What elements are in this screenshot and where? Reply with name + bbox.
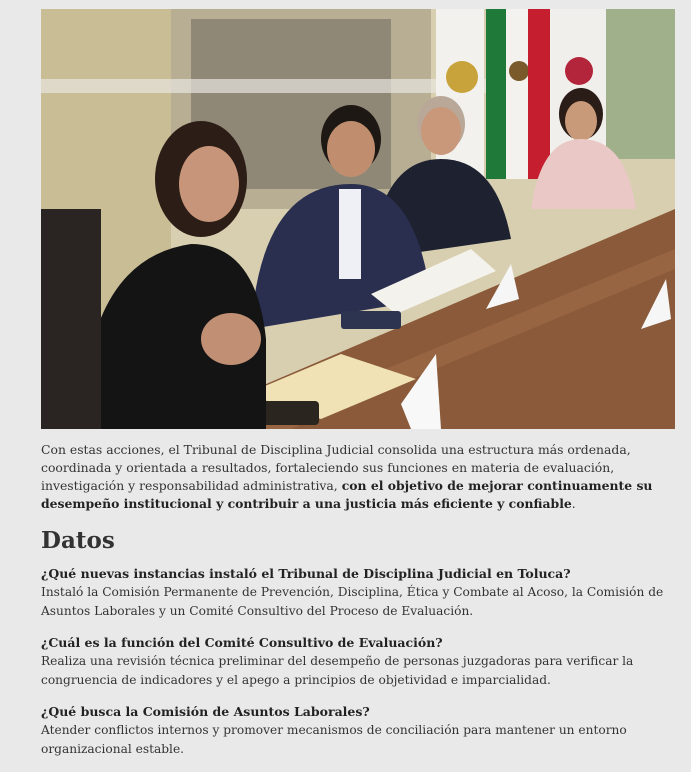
datos-heading: Datos [41,527,115,554]
meeting-photo-illustration [41,9,675,429]
article [41,9,677,772]
faq-answer: Atender conflictos internos y promover mecanismos de conciliación para mantener un entorno organizacional estable. [41,723,627,756]
faq-answer: Instaló la Comisión Permanente de Prevención, Disciplina, Ética y Combate al Acoso, la Comisión de Asuntos Laborales y un Comité Consultivo del Proceso de Evaluación. [41,585,664,618]
article-paragraph [41,441,677,513]
faq-question: ¿Qué nuevas instancias instaló el Tribunal de Disciplina Judicial en Toluca? [41,566,571,581]
faq-question: ¿Qué busca la Comisión de Asuntos Laborales? [41,704,370,719]
faq-question: ¿Cuál es la función del Comité Consultivo de Evaluación? [41,635,443,650]
paragraph-text: Con estas acciones, el Tribunal de Disciplina Judicial consolida una estructura más ordenada, coordinada y orientada a resultados, fortaleciendo sus funciones en materia de evaluación, investigación y responsabilidad administrativa, [41,442,631,493]
paragraph-bold-text: con el objetivo de mejorar continuamente su desempeño institucional y contribuir a una justicia más eficiente y confiable [41,478,653,511]
faq-item [41,703,677,759]
paragraph-end: . [571,496,576,511]
faq-item [41,565,677,621]
faq-answer: Realiza una revisión técnica preliminar del desempeño de personas juzgadoras para verificar la congruencia de indicadores y el apego a principios de objetividad e imparcialidad. [41,654,634,687]
news-photo [41,9,675,429]
faq-item [41,634,677,690]
